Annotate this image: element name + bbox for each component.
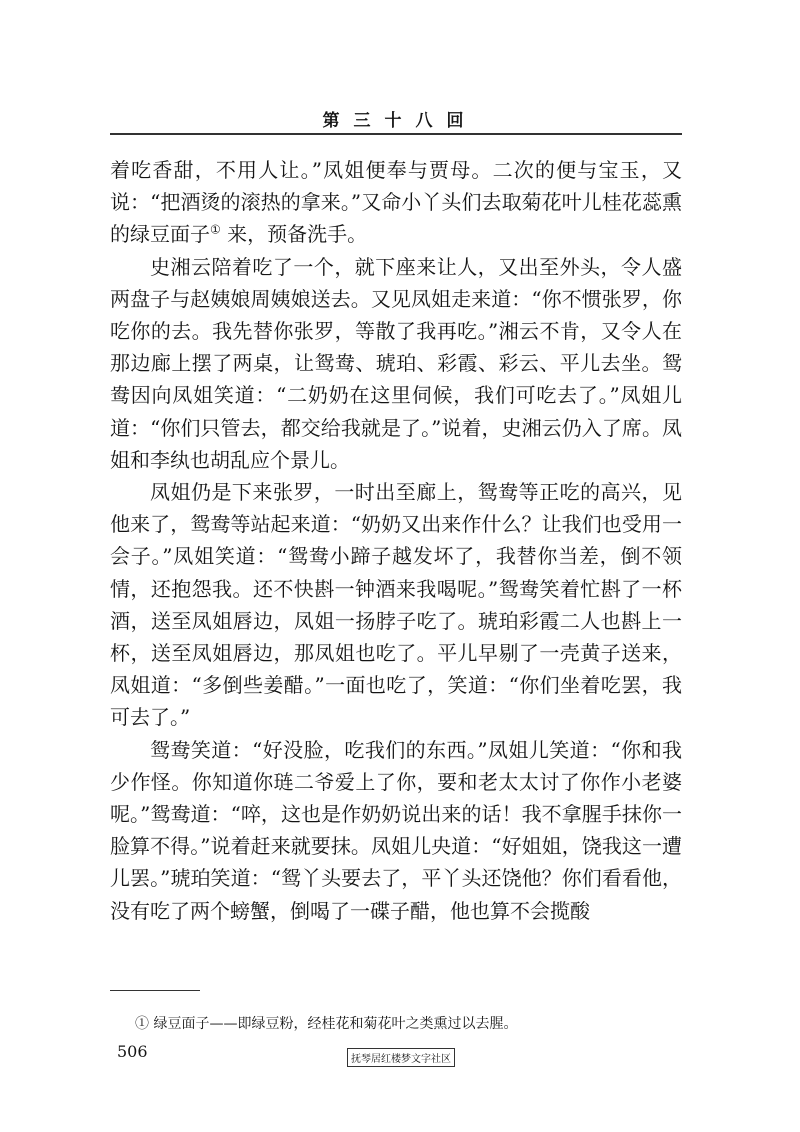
page-number: 506 (117, 1042, 148, 1061)
paragraph-3: 凤姐仍是下来张罗，一时出至廊上，鸳鸯等正吃的高兴，见他来了，鸳鸯等站起来道：“奶奶又出来作什么？让我们也受用一会子。”凤姐笑道：“鸳鸯小蹄子越发坏了，我替你当差，倒不领情，还抱怨我。还不快斟一钟酒来我喝呢。”鸳鸯笑着忙斟了一杯酒，送至凤姐唇边，凤姐一扬脖子吃了。琥珀彩霞二人也斟上一杯，送至凤姐唇边，那凤姐也吃了。平儿早剔了一壳黄子送来，凤姐道：“多倒些姜醋。”一面也吃了，笑道：“你们坐着吃罢，我可去了。” (110, 480, 682, 730)
paragraph-2: 史湘云陪着吃了一个，就下座来让人，又出至外头，令人盛两盘子与赵姨娘周姨娘送去。又见凤姐走来道：“你不惯张罗，你吃你的去。我先替你张罗，等散了我再吃。”湘云不肯，又令人在那边廊上摆了两桌，让鸳鸯、琥珀、彩霞、彩云、平儿去坐。鸳鸯因向凤姐笑道：“二奶奶在这里伺候，我们可吃去了。”凤姐儿道：“你们只管去，都交给我就是了。”说着，史湘云仍入了席。凤姐和李纨也胡乱应个景儿。 (110, 254, 682, 472)
body-text (110, 154, 682, 927)
chapter-header: 第三十八回 (322, 111, 478, 131)
footnote-ref[interactable]: ① (210, 222, 221, 237)
paragraph-1 (110, 154, 682, 251)
footnote: ① 绿豆面子——即绿豆粉，经桂花和菊花叶之类熏过以去腥。 (135, 1016, 518, 1032)
paragraph-4: 鸳鸯笑道：“好没脸，吃我们的东西。”凤姐儿笑道：“你和我少作怪。你知道你琏二爷爱上了你，要和老太太讨了你作小老婆呢。”鸳鸯道：“啐，这也是作奶奶说出来的话！我不拿腥手抹你一脸算不得。”说着赶来就要抹。凤姐儿央道：“好姐姐，饶我这一遭儿罢。”琥珀笑道：“鸳丫头要去了，平丫头还饶他？你们看看他，没有吃了两个螃蟹，倒喝了一碟子醋，他也算不会揽酸 (110, 737, 682, 923)
watermark-stamp: 抚琴居红楼梦文字社区 (347, 1048, 455, 1067)
header-rule (110, 133, 682, 135)
footnote-rule (110, 990, 200, 991)
paragraph-1-tail: 来，预备洗手。 (220, 222, 368, 247)
paragraph-1-text: 着吃香甜，不用人让。”凤姐便奉与贾母。二次的便与宝玉，又说：“把酒烫的滚热的拿来。”又命小丫头们去取菊花叶儿桂花蕊熏的绿豆面子 (110, 158, 682, 247)
